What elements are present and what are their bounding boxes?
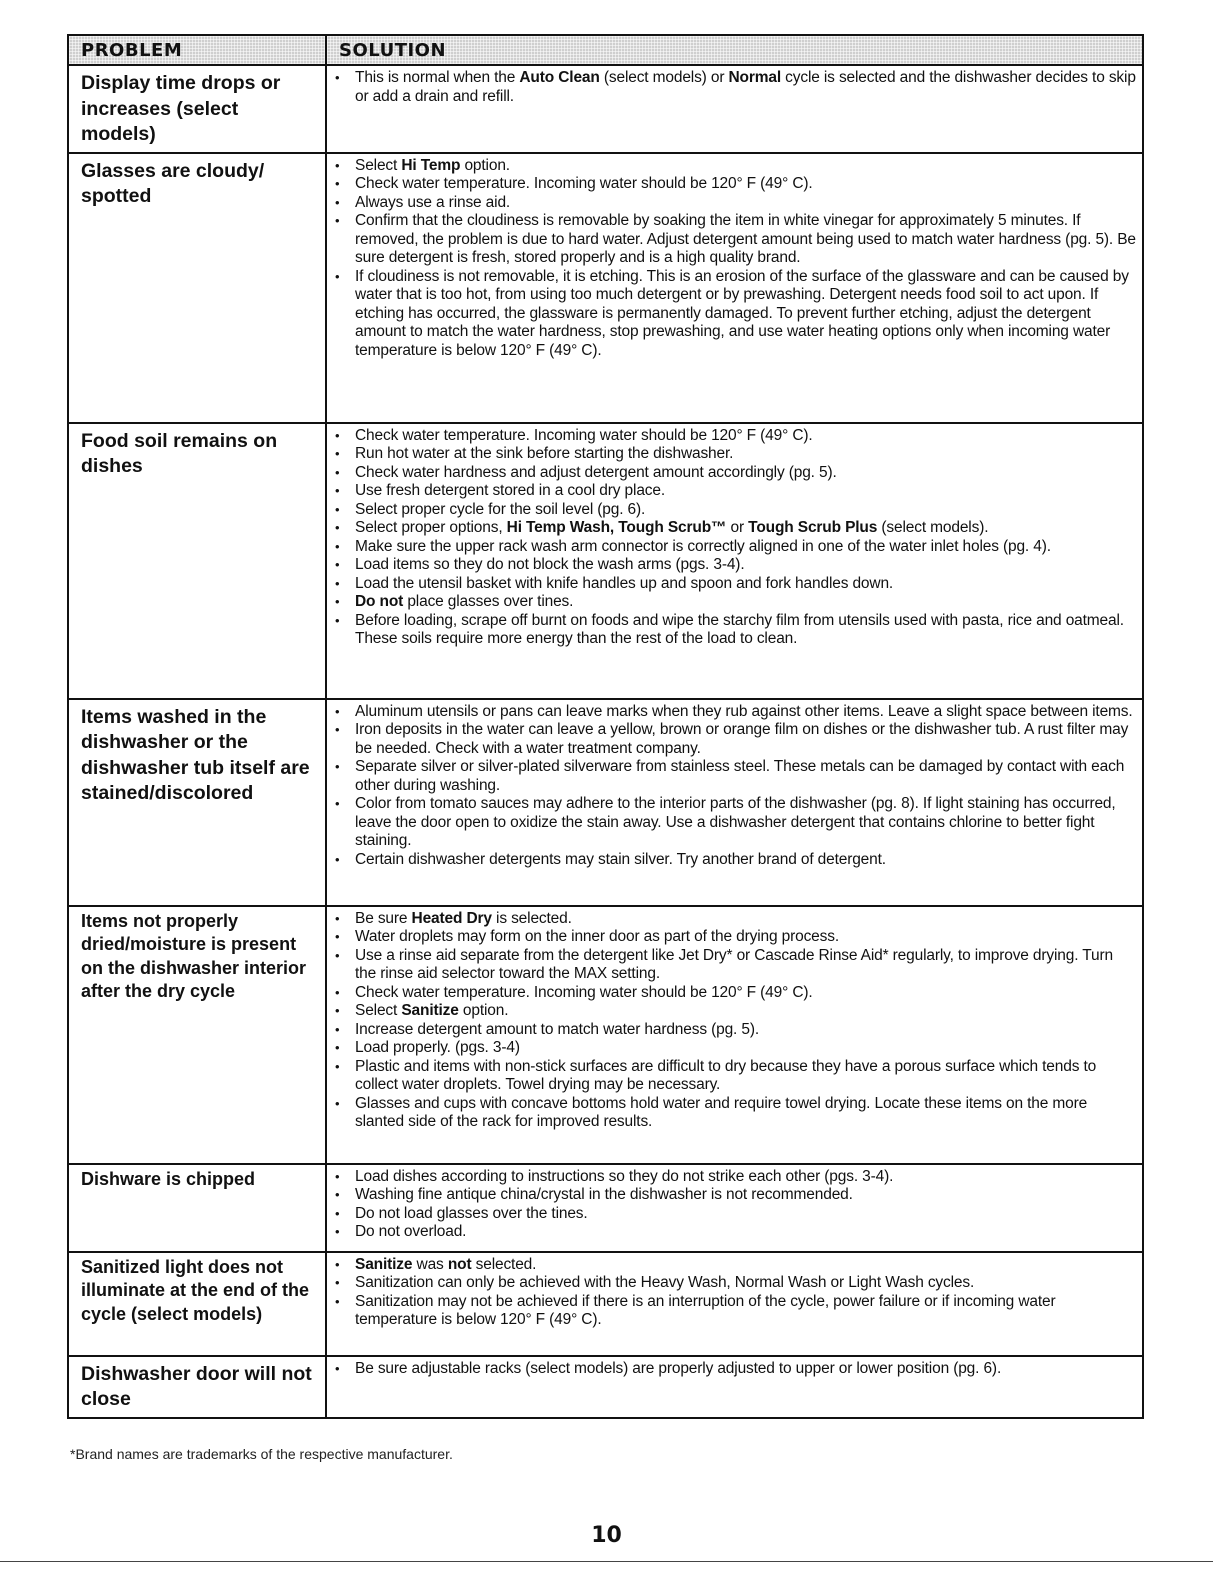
table-row <box>68 153 1143 423</box>
solution-item <box>333 928 1136 947</box>
solution-item <box>333 1058 1136 1095</box>
solution-item <box>333 157 1136 176</box>
emphasis-text: Sanitize <box>355 1255 413 1273</box>
solution-item <box>333 501 1136 520</box>
solution-text: Check water temperature. Incoming water should be 120° F (49° C). <box>355 983 813 1001</box>
emphasis-text: Sanitize <box>401 1002 459 1019</box>
solution-text: Certain dishwasher detergents may stain silver. Try another brand of detergent. <box>355 850 886 868</box>
problem-cell: Dishware is chipped <box>68 1164 326 1252</box>
solution-list <box>333 703 1136 870</box>
solution-item <box>333 984 1136 1003</box>
header-row <box>68 35 1143 65</box>
solution-text: Load properly. (pgs. 3-4) <box>355 1039 520 1056</box>
solution-text: Select proper options, <box>355 519 507 536</box>
solution-text: Sanitization may not be achieved if there is an interruption of the cycle, power failure or if incoming water temperature is below 120° F (49° C). <box>355 1292 1056 1328</box>
solution-item <box>333 212 1136 268</box>
solution-cell <box>326 423 1143 699</box>
problem-cell: Sanitized light does not illuminate at the end of the cycle (select models) <box>68 1252 326 1356</box>
solution-column-header: SOLUTION <box>326 35 1143 65</box>
solution-item <box>333 703 1136 722</box>
solution-item <box>333 1223 1136 1242</box>
problem-cell: Display time drops or increases (select models) <box>68 65 326 153</box>
solution-item <box>333 1039 1136 1058</box>
solution-item <box>333 1186 1136 1205</box>
solution-text: Confirm that the cloudiness is removable by soaking the item in white vinegar for approximately 5 minutes. If removed, the problem is due to hard water. Adjust detergent amount being used to match water hardness (pg. 5). Be sure detergent is fresh, stored properly and is a high quality brand. <box>355 212 1136 266</box>
solution-cell <box>326 153 1143 423</box>
solution-item <box>333 464 1136 483</box>
solution-item <box>333 1256 1136 1275</box>
table-row <box>68 699 1143 906</box>
solution-item <box>333 1293 1136 1330</box>
solution-item <box>333 851 1136 870</box>
emphasis-text: Hi Temp <box>401 156 461 174</box>
solution-text: Sanitization can only be achieved with the Heavy Wash, Normal Wash or Light Wash cycles. <box>355 1274 975 1291</box>
solution-item <box>333 593 1136 612</box>
footnote: *Brand names are trademarks of the respective manufacturer. <box>70 1446 453 1462</box>
solution-item <box>333 910 1136 929</box>
problem-column-header: PROBLEM <box>68 35 326 65</box>
solution-list <box>333 427 1136 649</box>
solution-item <box>333 1168 1136 1187</box>
table-row <box>68 906 1143 1164</box>
emphasis-text: Auto Clean <box>519 69 600 86</box>
solution-cell <box>326 699 1143 906</box>
solution-text: Color from tomato sauces may adhere to the interior parts of the dishwasher (pg. 8). If light staining has occurred, leave the door open to oxidize the stain away. Use a dishwasher detergent that contains chlorine to better fight staining. <box>355 795 1116 849</box>
solution-item <box>333 721 1136 758</box>
solution-item <box>333 947 1136 984</box>
solution-item <box>333 445 1136 464</box>
emphasis-text: Tough Scrub Plus <box>748 519 878 536</box>
solution-list <box>333 1168 1136 1242</box>
solution-text: Do not load glasses over the tines. <box>355 1204 588 1222</box>
solution-text: Increase detergent amount to match water hardness (pg. 5). <box>355 1020 759 1038</box>
problem-cell: Items washed in the dishwasher or the dishwasher tub itself are stained/discolored <box>68 699 326 906</box>
solution-item <box>333 795 1136 851</box>
solution-item <box>333 194 1136 213</box>
solution-text: Aluminum utensils or pans can leave marks when they rub against other items. Leave a slight space between items. <box>355 702 1133 720</box>
problem-cell: Items not properly dried/moisture is present on the dishwasher interior after the dry cycle <box>68 906 326 1164</box>
solution-list <box>333 69 1136 106</box>
solution-text: Load dishes according to instructions so they do not strike each other (pgs. 3-4). <box>355 1167 894 1185</box>
solution-item <box>333 69 1136 106</box>
solution-text: Select <box>355 156 402 174</box>
solution-text: cycle is selected and the dishwasher decides to skip or add a drain and refill. <box>355 69 1136 105</box>
table-row <box>68 1356 1143 1418</box>
solution-text: Always use a rinse aid. <box>355 193 511 211</box>
solution-text: Run hot water at the sink before starting the dishwasher. <box>355 445 734 462</box>
solution-text: Washing fine antique china/crystal in the dishwasher is not recommended. <box>355 1186 853 1203</box>
solution-text: (select models). <box>877 519 989 536</box>
emphasis-text: Normal <box>728 69 782 86</box>
solution-list <box>333 1360 1136 1379</box>
solution-text: Load items so they do not block the wash arms (pgs. 3-4). <box>355 556 745 573</box>
solution-cell <box>326 1164 1143 1252</box>
solution-text: Use a rinse aid separate from the detergent like Jet Dry* or Cascade Rinse Aid* regularly, to improve drying. Turn the rinse aid selector toward the MAX setting. <box>355 946 1113 982</box>
solution-item <box>333 758 1136 795</box>
solution-text: Be sure adjustable racks (select models) are properly adjusted to upper or lower position (pg. 6). <box>355 1359 1002 1377</box>
solution-text: was <box>412 1255 448 1273</box>
solution-text: Before loading, scrape off burnt on foods and wipe the starchy film from utensils used with pasta, rice and oatmeal. These soils require more energy than the rest of the load to clean. <box>355 611 1124 647</box>
solution-text: Check water hardness and adjust detergent amount accordingly (pg. 5). <box>355 463 837 481</box>
solution-text: Glasses and cups with concave bottoms hold water and require towel drying. Locate these items on the more slanted side of the rack for improved results. <box>355 1094 1088 1130</box>
table-row <box>68 1164 1143 1252</box>
solution-text: Iron deposits in the water can leave a yellow, brown or orange film on dishes or the dishwasher tub. A rust filter may be needed. Check with a water treatment company. <box>355 721 1129 757</box>
solution-item <box>333 482 1136 501</box>
solution-text: or <box>726 519 749 536</box>
solution-text: option. <box>460 156 510 174</box>
solution-text: (select models) or <box>599 69 729 86</box>
solution-item <box>333 575 1136 594</box>
solution-item <box>333 1274 1136 1293</box>
problem-cell: Glasses are cloudy/ spotted <box>68 153 326 423</box>
solution-text: Select proper cycle for the soil level (pg. 6). <box>355 500 646 518</box>
solution-text: Use fresh detergent stored in a cool dry place. <box>355 482 666 499</box>
solution-item <box>333 1095 1136 1132</box>
problem-cell: Food soil remains on dishes <box>68 423 326 699</box>
solution-text: Load the utensil basket with knife handles up and spoon and fork handles down. <box>355 574 894 592</box>
solution-item <box>333 538 1136 557</box>
solution-item <box>333 427 1136 446</box>
solution-text: Plastic and items with non-stick surfaces are difficult to dry because they have a porous surface which tends to collect water droplets. Towel drying may be necessary. <box>355 1057 1097 1093</box>
solution-cell <box>326 1252 1143 1356</box>
solution-text: Check water temperature. Incoming water should be 120° F (49° C). <box>355 426 813 444</box>
troubleshooting-table <box>67 34 1144 1419</box>
solution-text: selected. <box>471 1255 537 1273</box>
solution-item <box>333 612 1136 649</box>
solution-text: Check water temperature. Incoming water should be 120° F (49° C). <box>355 175 813 192</box>
solution-list <box>333 157 1136 361</box>
table-row <box>68 65 1143 153</box>
solution-list <box>333 1256 1136 1330</box>
bottom-rule <box>0 1561 1213 1562</box>
emphasis-text: Do not <box>355 593 404 610</box>
solution-cell <box>326 65 1143 153</box>
solution-text: Water droplets may form on the inner door as part of the drying process. <box>355 928 839 945</box>
solution-text: If cloudiness is not removable, it is etching. This is an erosion of the surface of the glassware and can be caused by water that is too hot, from using too much detergent or by prewashing. Detergent needs food soil to act upon. If etching has occurred, the glassware is permanently damaged. To prevent further etching, adjust the detergent amount to match the water hardness, stop prewashing, and use water heating options only when incoming water temperature is below 120° F (49° C). <box>355 267 1129 359</box>
solution-cell <box>326 906 1143 1164</box>
emphasis-text: Hi Temp Wash, Tough Scrub™ <box>506 519 727 536</box>
solution-item <box>333 268 1136 361</box>
solution-text: option. <box>458 1002 509 1019</box>
solution-item <box>333 556 1136 575</box>
solution-item <box>333 1021 1136 1040</box>
solution-text: Be sure <box>355 909 412 927</box>
solution-list <box>333 910 1136 1132</box>
solution-text: is selected. <box>491 909 572 927</box>
solution-text: Make sure the upper rack wash arm connector is correctly aligned in one of the water inlet holes (pg. 4). <box>355 537 1051 555</box>
emphasis-text: not <box>447 1255 472 1273</box>
problem-cell: Dishwasher door will not close <box>68 1356 326 1418</box>
solution-item <box>333 1360 1136 1379</box>
table-row <box>68 1252 1143 1356</box>
solution-item <box>333 1002 1136 1021</box>
solution-cell <box>326 1356 1143 1418</box>
solution-item <box>333 175 1136 194</box>
solution-item <box>333 519 1136 538</box>
table-row <box>68 423 1143 699</box>
solution-text: place glasses over tines. <box>403 593 574 610</box>
page-number: 10 <box>591 1523 622 1548</box>
solution-text: Do not overload. <box>355 1223 467 1240</box>
solution-item <box>333 1205 1136 1224</box>
emphasis-text: Heated Dry <box>411 909 492 927</box>
solution-text: Separate silver or silver-plated silverware from stainless steel. These metals can be damaged by contact with each other during washing. <box>355 758 1125 794</box>
solution-text: Select <box>355 1002 402 1019</box>
solution-text: This is normal when the <box>355 69 520 86</box>
